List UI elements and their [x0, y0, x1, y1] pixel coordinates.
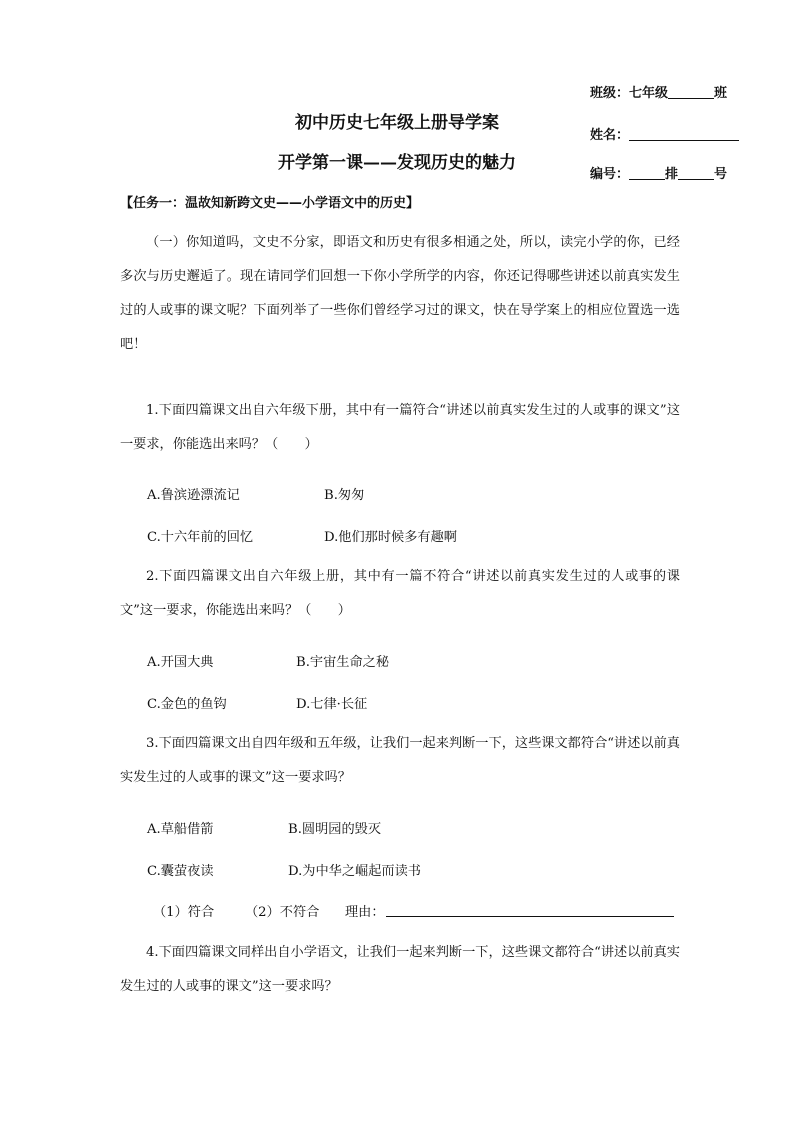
- q3-answer-no[interactable]: （2）不符合: [245, 905, 320, 920]
- q2-option-a[interactable]: A.开国大典: [147, 655, 214, 670]
- q1-option-b[interactable]: B.匆匆: [324, 488, 365, 503]
- q3-option-a: A.草船借箭: [147, 822, 214, 837]
- class-suffix: 班: [714, 86, 728, 101]
- q1-option-c[interactable]: C.十六年前的回忆: [147, 530, 254, 545]
- task-heading: 【任务一：温故知新跨文史——小学语文中的历史】: [120, 196, 420, 211]
- q1-option-d[interactable]: D.他们那时候多有趣啊: [324, 530, 457, 545]
- question-4: 4.下面四篇课文同样出自小学语文，让我们一起来判断一下，这些课文都符合“讲述以前真实发生过的人或事的课文”这一要求吗？: [120, 945, 680, 994]
- class-field: [590, 82, 727, 101]
- intro-paragraph: （一）你知道吗，文史不分家，即语文和历史有很多相通之处，所以，读完小学的你，已经多次与历史邂逅了。现在请同学们回想一下你小学所学的内容，你还记得哪些讲述以前真实发生过的人或事的课文呢？下面列举了一些你们曾经学习过的课文，快在导学案上的相应位置选一选吧！: [120, 235, 680, 352]
- page-title: 初中历史七年级上册导学案: [295, 113, 499, 133]
- number-label: 编号：: [590, 167, 630, 182]
- q3-option-b: B.圆明园的毁灭: [288, 822, 382, 837]
- q2-option-c[interactable]: C.金色的鱼钩: [147, 697, 227, 712]
- question-2: 2.下面四篇课文出自六年级上册，其中有一篇不符合“讲述以前真实发生过的人或事的课文”这一要求，你能选出来吗？（ ）: [120, 569, 680, 618]
- number-suffix: 号: [714, 167, 728, 182]
- question-3: 3.下面四篇课文出自四年级和五年级，让我们一起来判断一下，这些课文都符合“讲述以前真实发生过的人或事的课文”这一要求吗？: [120, 736, 680, 785]
- row-suffix: 排: [665, 167, 679, 182]
- q2-option-d[interactable]: D.七律·长征: [296, 697, 368, 712]
- page-subtitle: 开学第一课——发现历史的魅力: [278, 153, 516, 173]
- q3-reason-blank[interactable]: [386, 915, 674, 917]
- q1-option-a[interactable]: A.鲁滨逊漂流记: [147, 488, 240, 503]
- q2-option-b[interactable]: B.宇宙生命之秘: [296, 655, 390, 670]
- q3-reason-label: 理由：: [345, 905, 385, 920]
- q3-option-c: C.囊萤夜读: [147, 864, 214, 879]
- q3-answer-yes[interactable]: （1）符合: [153, 905, 215, 920]
- name-label: 姓名：: [590, 128, 630, 143]
- question-1: 1.下面四篇课文出自六年级下册，其中有一篇符合“讲述以前真实发生过的人或事的课文”这一要求，你能选出来吗？（ ）: [120, 403, 680, 452]
- q3-option-d: D.为中华之崛起而读书: [288, 864, 421, 879]
- class-label: 班级：七年级: [590, 86, 669, 101]
- class-blank[interactable]: [668, 84, 714, 99]
